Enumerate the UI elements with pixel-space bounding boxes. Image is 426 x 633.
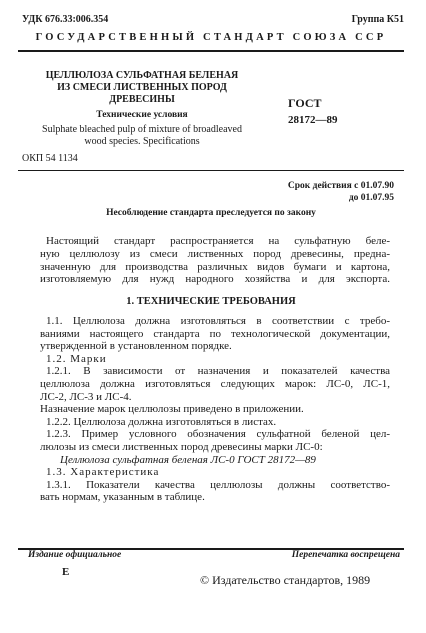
edition-letter: Е: [62, 566, 70, 578]
english-title: [26, 124, 258, 148]
clause-heading: 1.2. Марки: [46, 352, 107, 365]
english-title-line: wood species. Specifications: [84, 136, 200, 147]
paragraph-line: утвержденной в установленном порядке.: [40, 340, 232, 353]
copyright-notice: © Издательство стандартов, 1989: [200, 573, 371, 587]
intro-line: значенную для производства различных видов бумаги и картона,: [40, 260, 390, 273]
intro-line: ную целлюлозу из смеси лиственных пород древесины, предна-: [40, 247, 390, 260]
designation-example: Целлюлоза сульфатная беленая ЛС-0 ГОСТ 28172—89: [60, 453, 316, 466]
udk-code: УДК 676.33:006.354: [22, 14, 109, 25]
document-subtitle: Технические условия: [96, 110, 188, 120]
section-heading: 1. ТЕХНИЧЕСКИЕ ТРЕБОВАНИЯ: [126, 296, 296, 307]
paragraph-line: целлюлоза должна изготовляться следующих марок: ЛС-0, ЛС-1,: [40, 377, 390, 390]
paragraph-line: 1.3.1. Показатели качества целлюлозы должны соответство-: [46, 478, 390, 491]
okp-code: ОКП 54 1134: [22, 153, 78, 164]
intro-line: изготовляемую для нужд народного хозяйства и для экспорта.: [40, 273, 390, 286]
gost-label: ГОСТ: [288, 96, 322, 110]
paragraph-line: 1.2.2. Целлюлоза должна изготовляться в листах.: [46, 415, 277, 428]
paragraph-line: ваниями настоящего стандарта по технологической документации,: [40, 327, 390, 340]
title-line: ДРЕВЕСИНЫ: [109, 94, 175, 105]
title-line: ИЗ СМЕСИ ЛИСТВЕННЫХ ПОРОД: [57, 82, 227, 93]
paragraph-line: люлозы из смеси лиственных пород древесины марки ЛС-0:: [40, 440, 323, 453]
header-divider: [18, 50, 404, 52]
document-title: [32, 70, 252, 106]
validity-start: Срок действия с 01.07.90: [287, 181, 394, 191]
paragraph-line: Назначение марок целлюлозы приведено в приложении.: [40, 403, 304, 416]
title-line: ЦЕЛЛЮЛОЗА СУЛЬФАТНАЯ БЕЛЕНАЯ: [45, 70, 239, 81]
paragraph-line: 1.2.1. В зависимости от назначения и показателей качества: [46, 365, 390, 378]
paragraph-line: ЛС-2, ЛС-3 и ЛС-4.: [40, 390, 132, 403]
standard-header: ГОСУДАРСТВЕННЫЙ СТАНДАРТ СОЮЗА ССР: [35, 32, 387, 43]
paragraph-line: 1.2.3. Пример условного обозначения сульфатной беленой цел-: [46, 428, 390, 441]
validity-end: до 01.07.95: [348, 193, 394, 203]
english-title-line: Sulphate bleached pulp of mixture of broadleaved: [42, 124, 242, 135]
gost-number: 28172—89: [288, 114, 338, 126]
group-code: Группа К51: [351, 14, 404, 25]
edition-label: Издание официальное: [28, 550, 122, 560]
clause-heading: 1.3. Характеристика: [46, 466, 160, 479]
intro-line: Настоящий стандарт распространяется на сульфатную беле-: [46, 235, 390, 247]
section-body: [40, 315, 390, 504]
paragraph-line: вать нормам, указанным в таблице.: [40, 491, 205, 504]
intro-paragraph: [40, 235, 390, 286]
paragraph-line: 1.1. Целлюлоза должна изготовляться в соответствии с требо-: [46, 315, 390, 327]
title-divider: [18, 170, 404, 171]
law-warning: Несоблюдение стандарта преследуется по закону: [106, 208, 316, 218]
reprint-notice: Перепечатка воспрещена: [291, 550, 400, 560]
